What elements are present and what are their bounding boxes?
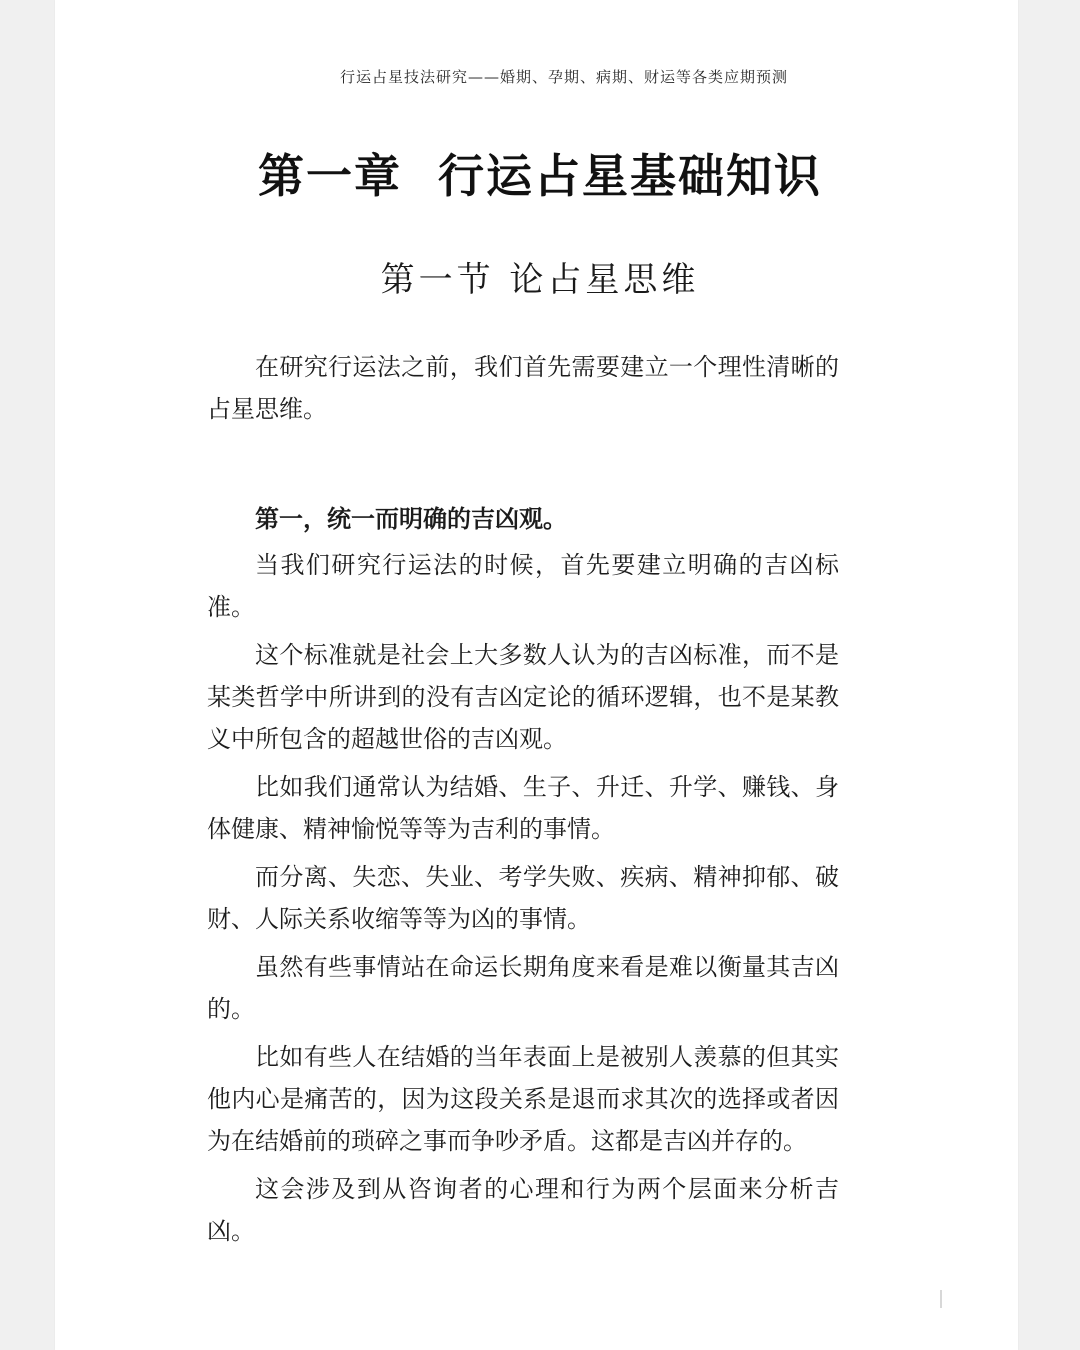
paragraph: 而分离、失恋、失业、考学失败、疾病、精神抑郁、破财、人际关系收缩等等为凶的事情。 xyxy=(207,863,839,933)
paragraph: 比如有些人在结婚的当年表面上是被别人羡慕的但其实他内心是痛苦的，因为这段关系是退而求其次的选择或者因为在结婚前的琐碎之事而争吵矛盾。这都是吉凶并存的。 xyxy=(207,1043,839,1155)
running-header: 行运占星技法研究——婚期、孕期、病期、财运等各类应期预测 xyxy=(340,68,789,86)
intro-paragraph: 在研究行运法之前，我们首先需要建立一个理性清晰的占星思维。 xyxy=(207,353,839,423)
paragraph: 这个标准就是社会上大多数人认为的吉凶标准，而不是某类哲学中所讲到的没有吉凶定论的循环逻辑，也不是某教义中所包含的超越世俗的吉凶观。 xyxy=(207,641,839,753)
section-title: 第一节 论占星思维 xyxy=(380,260,700,300)
paragraph: 比如我们通常认为结婚、生子、升迁、升学、赚钱、身体健康、精神愉悦等等为吉利的事情。 xyxy=(207,773,839,843)
paragraph: 虽然有些事情站在命运长期角度来看是难以衡量其吉凶的。 xyxy=(207,953,839,1023)
chapter-title: 第一章 行运占星基础知识 xyxy=(257,149,823,203)
page-edge-mark xyxy=(940,1290,942,1308)
subsection-heading: 第一，统一而明确的吉凶观。 xyxy=(255,505,567,533)
paragraph: 这会涉及到从咨询者的心理和行为两个层面来分析吉凶。 xyxy=(207,1175,839,1245)
paragraph: 当我们研究行运法的时候，首先要建立明确的吉凶标准。 xyxy=(207,551,839,621)
body-text xyxy=(207,346,839,1258)
